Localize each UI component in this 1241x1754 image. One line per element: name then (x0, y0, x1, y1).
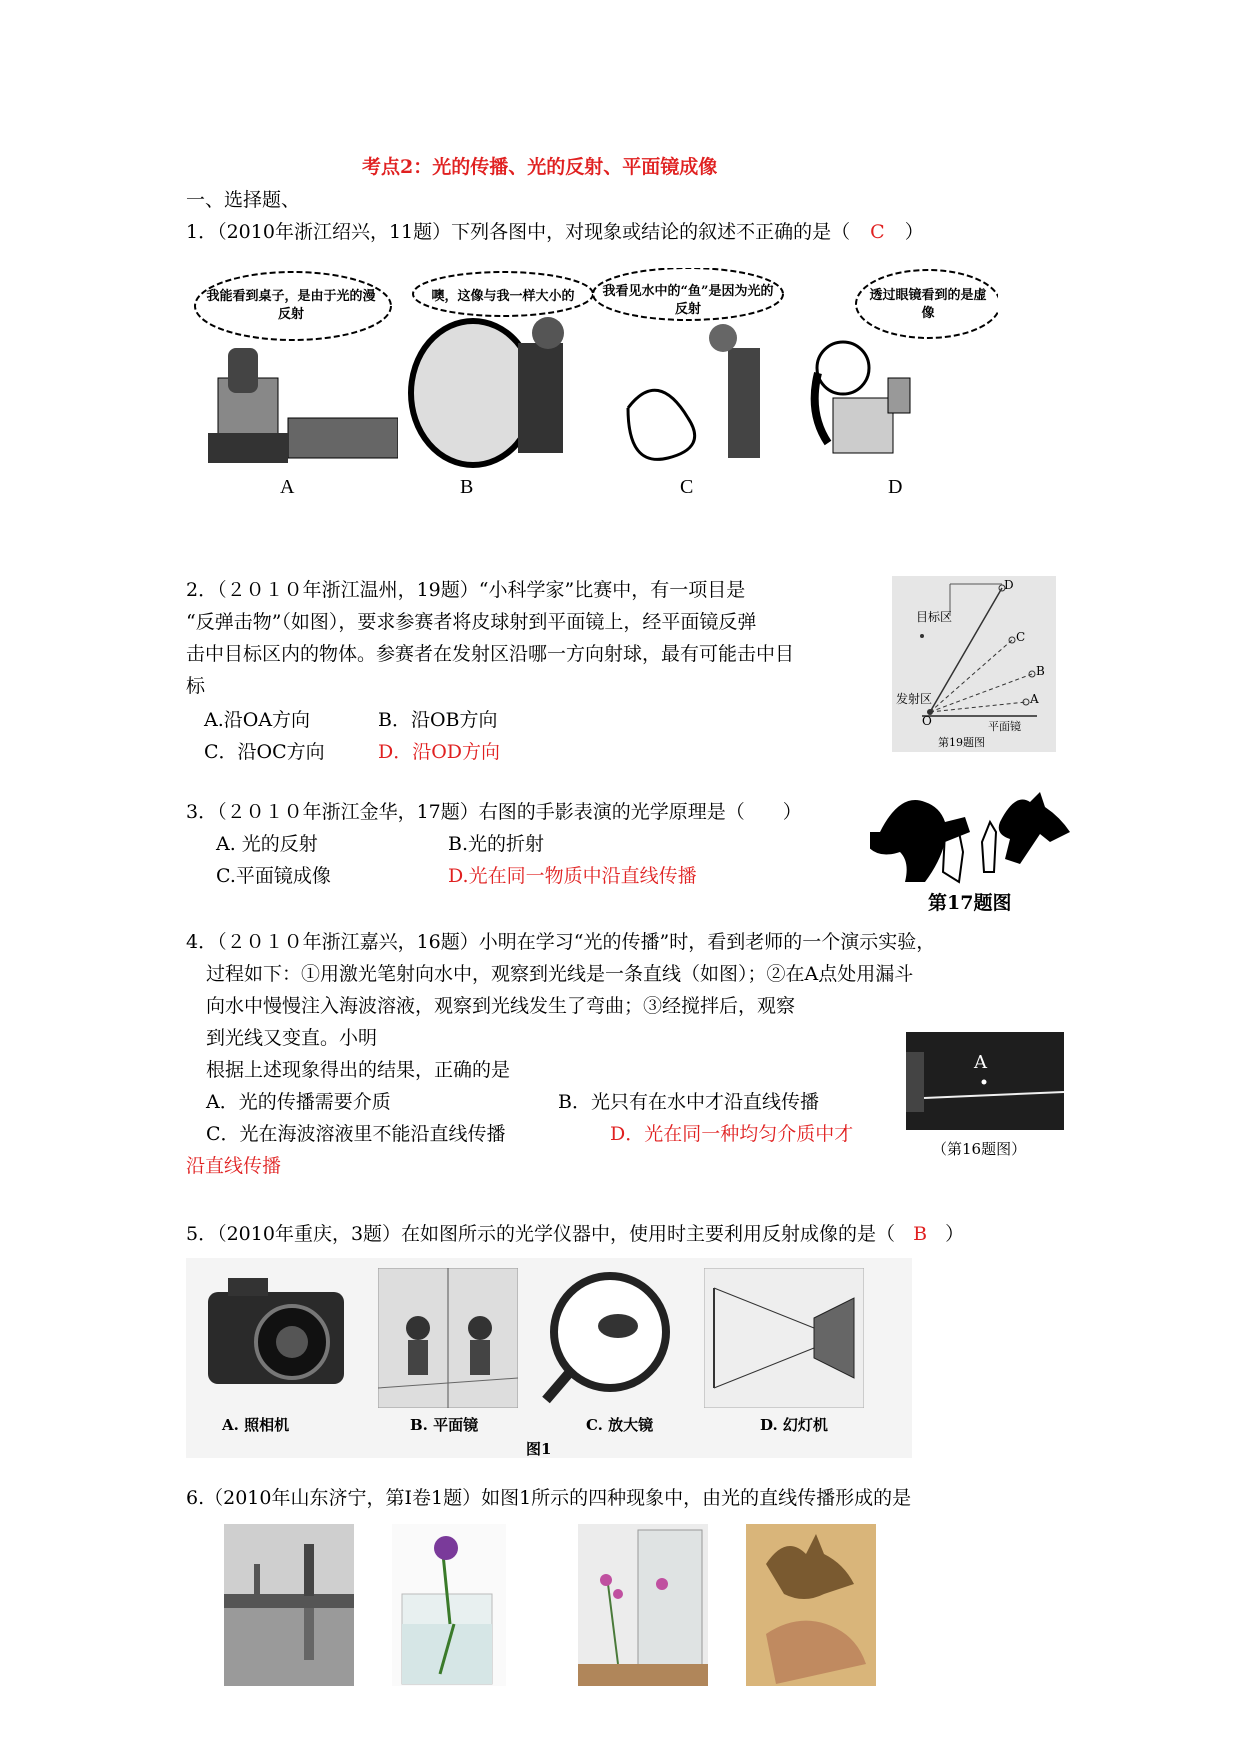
question-2-option-a: A.沿OA方向 (204, 709, 311, 731)
pagoda-reflection-image (224, 1524, 354, 1686)
question-2-line-4: 标 (186, 675, 206, 697)
question-2-line-2: “反弹击物”（如图），要求参赛者将皮球射到平面镜上，经平面镜反弹 (186, 611, 757, 633)
question-1-figure (188, 268, 1088, 498)
point-d-label: D (1004, 578, 1014, 592)
question-4-figure-caption: （第16题图） (932, 1140, 1027, 1158)
point-b-label: B (1036, 664, 1045, 678)
label-a: A (280, 476, 295, 498)
bubble-c: 我看见水中的“鱼”是因为光的反射 (602, 284, 774, 317)
question-4-option-b: B．光只有在水中才沿直线传播 (558, 1091, 819, 1113)
point-o-label: O (922, 714, 932, 728)
question-6-text: 6.（2010年山东济宁，第Ⅰ卷1题）如图1所示的四种现象中，由光的直线传播形成的是 (186, 1487, 912, 1509)
question-5-text: 5．（2010年重庆，3题）在如图所示的光学仪器中，使用时主要利用反射成像的是（ (186, 1223, 896, 1245)
question-2-option-c: C．沿OC方向 (204, 741, 325, 763)
hand-shadow-photo (746, 1524, 876, 1686)
question-3-text: 3．（２０１０年浙江金华，17题）右图的手影表演的光学原理是（ ） (186, 801, 802, 823)
flower-in-water-image (392, 1524, 506, 1686)
hand-shadow-figure (870, 792, 1070, 886)
mirror-label: 平面镜 (988, 720, 1021, 733)
question-1-text: 1．（2010年浙江绍兴，11题）下列各图中，对现象或结论的叙述不正确的是（ (186, 221, 851, 243)
question-5 (186, 1218, 964, 1250)
point-c-label: C (1016, 630, 1026, 644)
laser-figure (906, 1032, 1064, 1130)
question-4-option-c: C．光在海波溶液里不能沿直线传播 (206, 1123, 506, 1145)
question-4-line-2: 过程如下：①用激光笔射向水中，观察到光线是一条直线（如图）；②在A点处用漏斗 (206, 963, 914, 985)
question-3-option-b: B.光的折射 (448, 833, 545, 855)
question-3-option-c: C.平面镜成像 (216, 865, 331, 887)
question-2-option-b: B．沿OB方向 (378, 709, 498, 731)
question-3-option-a: A. 光的反射 (216, 833, 318, 855)
page-title: 考点2：光的传播、光的反射、平面镜成像 (362, 156, 718, 178)
section-heading: 一、选择题、 (186, 189, 301, 211)
question-4-line-1: 4．（２０１０年浙江嘉兴，16题）小明在学习“光的传播”时，看到老师的一个演示实验， (186, 931, 936, 953)
target-area-label: 目标区 (916, 610, 953, 624)
item-mirror-label: B. 平面镜 (410, 1416, 479, 1434)
question-2-figure-caption: 第19题图 (938, 736, 985, 749)
item-camera-label: A. 照相机 (222, 1416, 290, 1434)
question-3-figure-caption: 第17题图 (928, 892, 1012, 914)
point-a-label: A (1030, 692, 1039, 706)
question-2-line-1: 2．（２０１０年浙江温州，19题）“小科学家”比赛中，有一项目是 (186, 579, 746, 601)
question-4-line-5: 根据上述现象得出的结果，正确的是 (206, 1059, 511, 1081)
question-5-close: ） (945, 1223, 965, 1245)
question-5-answer: B (913, 1223, 928, 1245)
magnifier-image (538, 1268, 688, 1408)
question-1-close: ） (904, 221, 924, 243)
pagoda-reflection-photo (224, 1524, 354, 1686)
plane-mirror-image (378, 1268, 518, 1408)
hand-shadow-image (870, 792, 1070, 886)
camera-image (202, 1268, 352, 1408)
question-4-option-a: A．光的传播需要介质 (206, 1091, 391, 1113)
item-magnifier-label: C. 放大镜 (586, 1416, 654, 1434)
bubble-a: 我能看到桌子，是由于光的漫反射 (206, 289, 376, 322)
label-d: D (888, 476, 903, 498)
question-4-line-4: 到光线又变直。小明 (206, 1027, 378, 1049)
question-4-option-d-line-1: D．光在同一种均匀介质中才 (610, 1123, 854, 1145)
mirror-flower-photo (578, 1524, 708, 1686)
launch-area-label: 发射区 (896, 692, 933, 706)
mirror-flower-image (578, 1524, 708, 1686)
reflection-diagram (892, 576, 1056, 752)
question-4-line-3: 向水中慢慢注入海波溶液，观察到光线发生了弯曲；③经搅拌后，观察 (206, 995, 796, 1017)
question-1 (186, 216, 924, 248)
question-5-figure (186, 1258, 912, 1458)
question-2-option-d: D．沿OD方向 (378, 741, 501, 763)
label-c: C (680, 476, 694, 498)
hand-shadow-photo-image (746, 1524, 876, 1686)
projector-image (704, 1268, 864, 1408)
question-3-option-d: D.光在同一物质中沿直线传播 (448, 865, 697, 887)
question-2-line-3: 击中目标区内的物体。参赛者在发射区沿哪一方向射球，最有可能击中目 (186, 643, 795, 665)
bubble-d: 透过眼镜看到的是虚像 (869, 288, 987, 321)
point-a-marker: A (974, 1052, 987, 1073)
bubble-b: 噢，这像与我一样大小的 (431, 289, 575, 304)
question-4-option-d-line-2: 沿直线传播 (186, 1155, 282, 1177)
question-5-figure-caption: 图1 (526, 1440, 552, 1458)
label-b: B (460, 476, 474, 498)
item-projector-label: D. 幻灯机 (760, 1416, 828, 1434)
question-1-answer: C (870, 221, 885, 243)
question-2-figure (892, 576, 1056, 752)
laser-beam-image (906, 1032, 1064, 1130)
flower-in-water-photo (392, 1524, 506, 1686)
